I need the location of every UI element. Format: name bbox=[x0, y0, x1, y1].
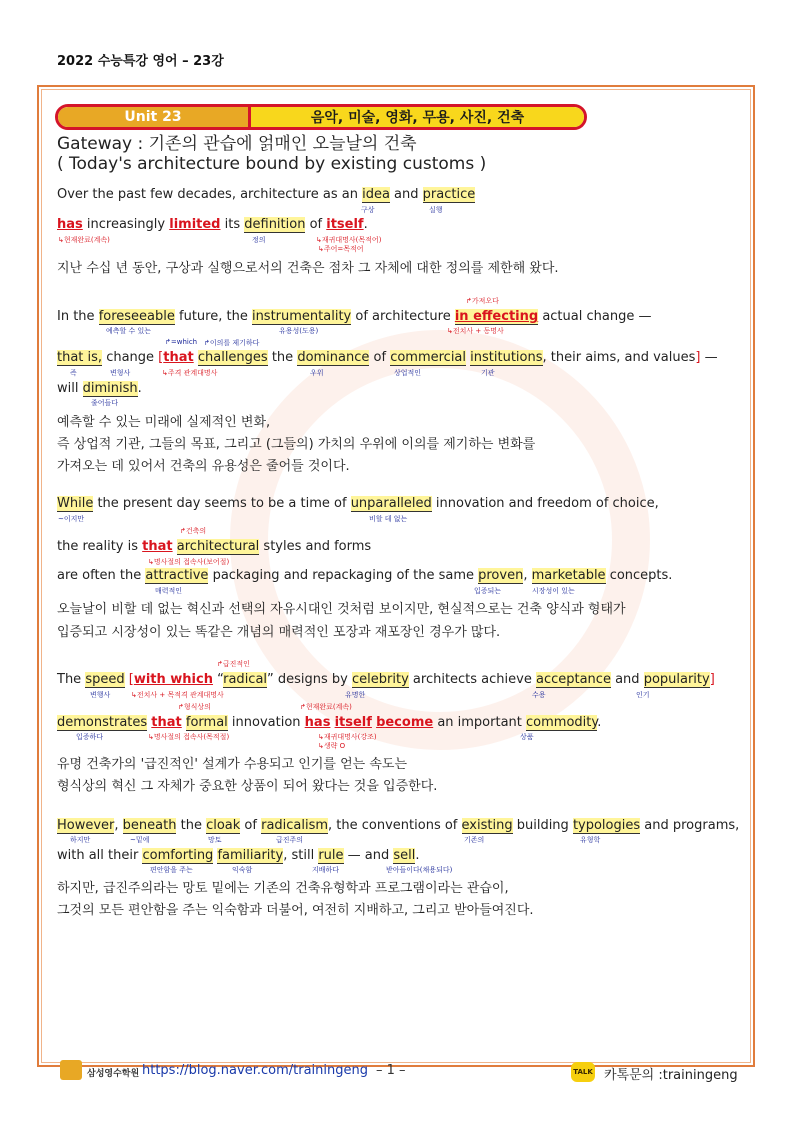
vocab-sell: sell bbox=[393, 848, 416, 863]
vocab-definition: definition bbox=[244, 217, 306, 232]
vocab-marketable: marketable bbox=[531, 568, 606, 583]
gateway-subtitle: ( Today's architecture bound by existing customs ) bbox=[57, 154, 487, 174]
text-segment: . bbox=[597, 715, 602, 730]
vocab-challenges: challenges bbox=[197, 350, 268, 365]
text-segment: building bbox=[512, 818, 573, 833]
gloss: 예측할 수 있는 bbox=[106, 327, 152, 335]
vocab-radicalism: radicalism bbox=[261, 818, 329, 833]
gloss: 매력적인 bbox=[155, 587, 183, 595]
gloss: 편안함을 주는 bbox=[150, 866, 193, 874]
vocab-foreseeable: foreseeable bbox=[98, 309, 175, 324]
gloss: 줄어들다 bbox=[91, 399, 119, 407]
p4-line-2 bbox=[57, 715, 601, 730]
gloss: 유용성(도용) bbox=[279, 327, 319, 335]
grammar-itself: itself bbox=[334, 715, 372, 730]
vocab-dominance: dominance bbox=[297, 350, 370, 365]
text-segment: innovation and freedom of choice, bbox=[431, 496, 659, 511]
vocab-diminish: diminish bbox=[82, 381, 138, 396]
text-segment: the present day seems to be a time of bbox=[93, 496, 351, 511]
grammar-has: has bbox=[304, 715, 331, 730]
vocab-cloak: cloak bbox=[206, 818, 241, 833]
text-segment: — bbox=[700, 350, 718, 365]
text-segment: , bbox=[523, 568, 532, 583]
gloss: ↳재귀대명사(목적어) bbox=[316, 236, 382, 244]
grammar-become: become bbox=[376, 715, 434, 730]
text-segment: its bbox=[220, 217, 245, 232]
p1-line-2 bbox=[57, 217, 368, 232]
unit-banner bbox=[55, 104, 587, 130]
vocab-comforting: comforting bbox=[142, 848, 214, 863]
p2-korean-1: 예측할 수 있는 미래에 실제적인 변화, bbox=[57, 415, 271, 430]
text-segment: — and bbox=[343, 848, 394, 863]
text-segment: the bbox=[267, 350, 298, 365]
vocab-while: While bbox=[57, 496, 94, 511]
text-segment: In the bbox=[57, 309, 99, 324]
gloss: 우위 bbox=[310, 369, 324, 377]
vocab-radical: radical bbox=[223, 672, 268, 687]
vocab-familiarity: familiarity bbox=[217, 848, 284, 863]
p4-korean-2: 형식상의 혁신 그 자체가 중요한 상품이 되어 왔다는 것을 입증한다. bbox=[57, 779, 438, 794]
text-segment: increasingly bbox=[82, 217, 170, 232]
gloss: 인기 bbox=[636, 691, 650, 699]
grammar-that: that bbox=[142, 539, 173, 554]
text-segment: styles and forms bbox=[259, 539, 372, 554]
gloss: 상업적인 bbox=[394, 369, 422, 377]
vocab-commodity: commodity bbox=[526, 715, 598, 730]
kakaotalk-contact: 카톡문의 :trainingeng bbox=[604, 1068, 738, 1083]
bracket-open: [ bbox=[128, 672, 134, 687]
p3-line-1 bbox=[57, 496, 659, 511]
text-segment: are often the bbox=[57, 568, 146, 583]
gloss: ↱이의를 제기하다 bbox=[204, 339, 260, 347]
vocab-beneath: beneath bbox=[122, 818, 177, 833]
vocab-commercial: commercial bbox=[390, 350, 467, 365]
gloss: 받아들이다(채용되다) bbox=[386, 866, 453, 874]
gloss: ~이지만 bbox=[58, 515, 85, 523]
text-segment: change bbox=[102, 350, 159, 365]
gloss: 입증되는 bbox=[474, 587, 502, 595]
academy-name: 삼성영수학원 bbox=[87, 1069, 140, 1079]
vocab-architectural: architectural bbox=[176, 539, 260, 554]
p3-korean-2: 입증되고 시장성이 있는 똑같은 개념의 매력적인 포장과 재포장인 경우가 많다. bbox=[57, 625, 501, 640]
grammar-in-effecting: in effecting bbox=[454, 309, 539, 324]
vocab-popularity: popularity bbox=[643, 672, 710, 687]
page-header-title: 2022 수능특강 영어 – 23강 bbox=[57, 54, 224, 69]
academy-logo-icon bbox=[60, 1060, 82, 1080]
gloss: 익숙함 bbox=[232, 866, 253, 874]
gloss: ↳주어=목적어 bbox=[318, 245, 364, 253]
p4-line-1 bbox=[57, 672, 715, 687]
vocab-instrumentality: instrumentality bbox=[251, 309, 352, 324]
text-segment: Over the past few decades, architecture as an bbox=[57, 187, 363, 202]
gloss: 비할 데 없는 bbox=[369, 515, 408, 523]
text-segment: . bbox=[363, 217, 368, 232]
gloss: 하지만 bbox=[70, 836, 91, 844]
kakaotalk-icon: TALK bbox=[571, 1062, 595, 1082]
gateway-title: Gateway : 기존의 관습에 얽매인 오늘날의 건축 bbox=[57, 134, 417, 154]
vocab-practice: practice bbox=[422, 187, 476, 202]
gloss: ↱형식상의 bbox=[178, 703, 211, 711]
text-segment: . bbox=[137, 381, 142, 396]
gloss: ~밑에 bbox=[130, 836, 150, 844]
p5-line-1 bbox=[57, 818, 739, 833]
text-segment: ” designs by bbox=[267, 672, 353, 687]
gloss: 상품 bbox=[520, 733, 534, 741]
text-segment: , their aims, and values bbox=[542, 350, 696, 365]
gloss: ↳현재완료(계속) bbox=[58, 236, 110, 244]
text-segment: , bbox=[114, 818, 123, 833]
p5-korean-1: 하지만, 급진주의라는 망토 밑에는 기존의 건축유형학과 프로그램이라는 관습이, bbox=[57, 881, 509, 896]
gateway-heading bbox=[57, 134, 486, 174]
text-segment: the reality is bbox=[57, 539, 143, 554]
gloss: 실행 bbox=[429, 206, 443, 214]
blog-link[interactable]: https://blog.naver.com/trainingeng bbox=[142, 1063, 368, 1078]
vocab-typologies: typologies bbox=[572, 818, 641, 833]
bracket-close: ] bbox=[709, 672, 715, 687]
text-segment: and programs, bbox=[640, 818, 740, 833]
gloss: ↳재귀대명사(강조) bbox=[318, 733, 377, 741]
gloss: 수용 bbox=[532, 691, 546, 699]
bracket-open: [ bbox=[158, 350, 164, 365]
p2-line-3 bbox=[57, 381, 142, 396]
grammar-with-which: with which bbox=[133, 672, 213, 687]
gloss: ↳명사절의 접속사(목적절) bbox=[148, 733, 230, 741]
p2-korean-2: 즉 상업적 기관, 그들의 목표, 그리고 (그들의) 가치의 우위에 이의를 제기하는 변화를 bbox=[57, 437, 536, 452]
grammar-that: that bbox=[151, 715, 182, 730]
vocab-proven: proven bbox=[478, 568, 524, 583]
grammar-limited: limited bbox=[169, 217, 221, 232]
text-segment: . bbox=[415, 848, 420, 863]
gloss: ↱급진적인 bbox=[217, 660, 250, 668]
gloss: ↱가져오다 bbox=[466, 297, 499, 305]
p5-line-2 bbox=[57, 848, 420, 863]
vocab-demonstrates: demonstrates bbox=[57, 715, 148, 730]
text-segment: with all their bbox=[57, 848, 143, 863]
text-segment: , still bbox=[283, 848, 319, 863]
gloss: ↱건축의 bbox=[180, 527, 207, 535]
text-segment: actual change — bbox=[538, 309, 652, 324]
vocab-that-is: that is, bbox=[57, 350, 103, 365]
vocab-acceptance: acceptance bbox=[535, 672, 611, 687]
vocab-existing: existing bbox=[461, 818, 513, 833]
text-segment: innovation bbox=[227, 715, 305, 730]
text-segment: concepts. bbox=[605, 568, 673, 583]
gloss: 급진주의 bbox=[276, 836, 304, 844]
p1-korean: 지난 수십 년 동안, 구상과 실행으로서의 건축은 점차 그 자체에 대한 정의를 제한해 왔다. bbox=[57, 261, 559, 276]
text-segment: of bbox=[305, 217, 327, 232]
gloss: 지배하다 bbox=[312, 866, 340, 874]
grammar-has: has bbox=[57, 217, 83, 232]
p3-line-2 bbox=[57, 539, 371, 554]
gloss: ↱=which bbox=[165, 338, 198, 346]
vocab-attractive: attractive bbox=[145, 568, 209, 583]
vocab-celebrity: celebrity bbox=[352, 672, 409, 687]
gloss: 정의 bbox=[252, 236, 266, 244]
text-segment: The bbox=[57, 672, 86, 687]
p2-line-1 bbox=[57, 309, 651, 324]
gloss: ↱현재완료(계속) bbox=[300, 703, 352, 711]
gloss: 기존의 bbox=[464, 836, 485, 844]
gloss: ↳명사절의 접속사(보어절) bbox=[148, 558, 230, 566]
gloss: 유명한 bbox=[345, 691, 366, 699]
gloss: 기관 bbox=[481, 369, 495, 377]
vocab-however: However bbox=[57, 818, 115, 833]
gloss: 변행사 bbox=[90, 691, 111, 699]
text-segment: will bbox=[57, 381, 83, 396]
p5-korean-2: 그것의 모든 편안함을 주는 익숙함과 더불어, 여전히 지배하고, 그리고 받아들여진다. bbox=[57, 903, 534, 918]
p3-korean-1: 오늘날이 비할 데 없는 혁신과 선택의 자유시대인 것처럼 보이지만, 현실적으로는 건축 양식과 형태가 bbox=[57, 602, 626, 617]
p2-korean-3: 가져오는 데 있어서 건축의 유용성은 줄어들 것이다. bbox=[57, 459, 350, 474]
gloss: 즉 bbox=[70, 369, 77, 377]
bracket-close: ] bbox=[695, 350, 701, 365]
vocab-speed: speed bbox=[85, 672, 125, 687]
vocab-unparalleled: unparalleled bbox=[350, 496, 432, 511]
text-segment: “ bbox=[212, 672, 224, 687]
p2-line-2 bbox=[57, 350, 718, 365]
gloss: 망토 bbox=[208, 836, 222, 844]
gloss: ↳전치사 + 목적격 관계대명사 bbox=[131, 691, 224, 699]
text-segment: of bbox=[369, 350, 391, 365]
text-segment: and bbox=[389, 187, 423, 202]
vocab-idea: idea bbox=[362, 187, 390, 202]
gloss: ↳전치사 + 동명사 bbox=[447, 327, 504, 335]
unit-label: Unit 23 bbox=[58, 107, 251, 127]
p4-korean-1: 유명 건축가의 '급진적인' 설계가 수용되고 인기를 얻는 속도는 bbox=[57, 757, 408, 772]
p3-line-3 bbox=[57, 568, 672, 583]
gloss: ↳생략 O bbox=[318, 742, 346, 750]
gloss: 입증하다 bbox=[76, 733, 104, 741]
text-segment: , the conventions of bbox=[328, 818, 462, 833]
text-segment: an important bbox=[433, 715, 527, 730]
text-segment: of architecture bbox=[351, 309, 455, 324]
gloss: 시장성이 있는 bbox=[532, 587, 575, 595]
gloss: 변형사 bbox=[110, 369, 131, 377]
grammar-that: that bbox=[163, 350, 194, 365]
text-segment: future, the bbox=[174, 309, 252, 324]
gloss: 구상 bbox=[361, 206, 375, 214]
vocab-institutions: institutions bbox=[470, 350, 543, 365]
page-number: – 1 – bbox=[376, 1063, 406, 1078]
text-segment: of bbox=[240, 818, 262, 833]
text-segment: the bbox=[176, 818, 207, 833]
vocab-formal: formal bbox=[185, 715, 228, 730]
text-segment: packaging and repackaging of the same bbox=[208, 568, 479, 583]
text-segment: and bbox=[610, 672, 644, 687]
gloss: 유형학 bbox=[580, 836, 601, 844]
grammar-itself: itself bbox=[326, 217, 364, 232]
unit-topic: 음악, 미술, 영화, 무용, 사진, 건축 bbox=[251, 107, 584, 127]
text-segment: architects achieve bbox=[408, 672, 536, 687]
gloss: ↳주격 관계대명사 bbox=[162, 369, 218, 377]
vocab-rule: rule bbox=[318, 848, 344, 863]
p1-line-1 bbox=[57, 187, 475, 202]
